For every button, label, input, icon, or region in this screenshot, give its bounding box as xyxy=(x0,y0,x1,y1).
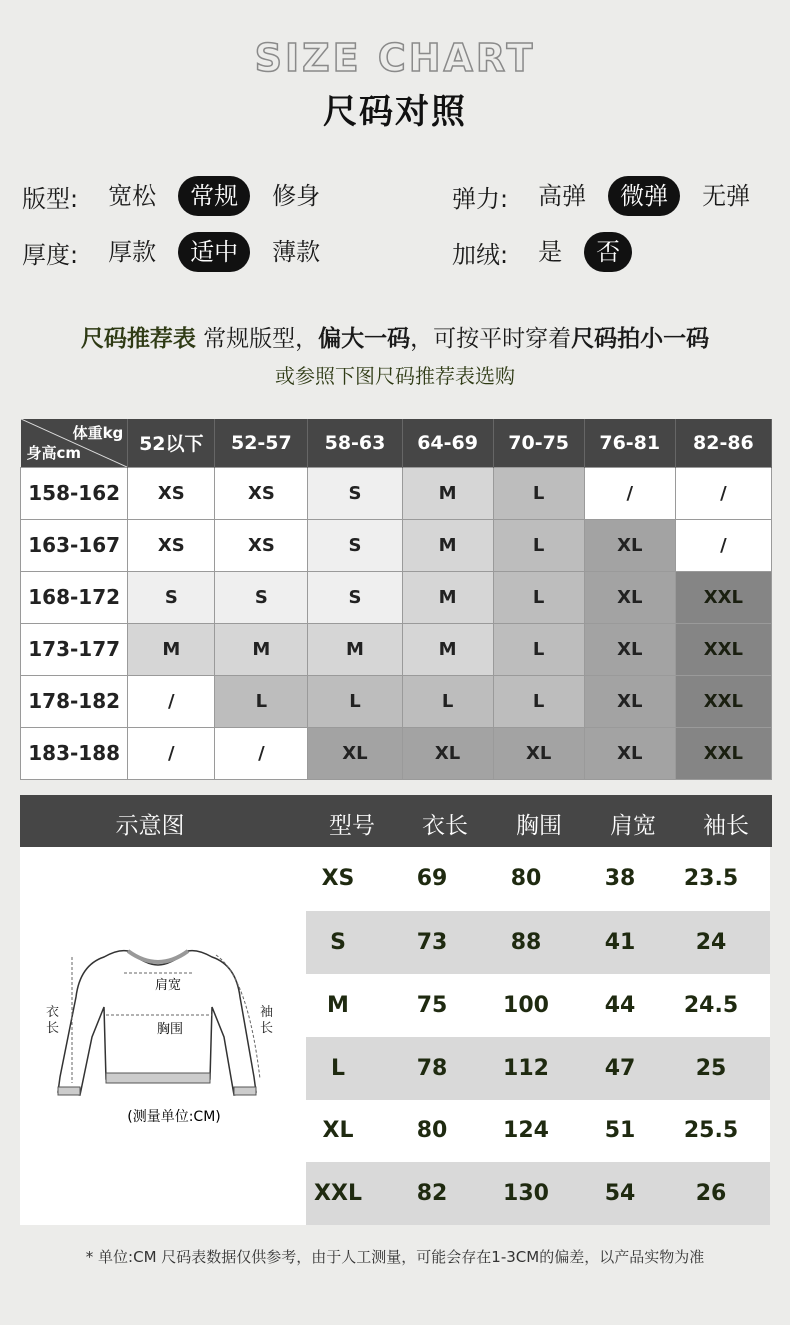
spec-cell: 78 xyxy=(416,1056,448,1081)
spec-cell: 112 xyxy=(503,1056,549,1081)
size-table-body xyxy=(21,467,772,779)
spec-cell: 38 xyxy=(604,866,636,891)
size-cell: / xyxy=(584,467,675,519)
size-cell: XL xyxy=(584,571,675,623)
size-cell: M xyxy=(215,623,308,675)
label-length: 衣长 xyxy=(46,1005,60,1036)
size-cell: L xyxy=(402,675,493,727)
size-cell: L xyxy=(493,675,584,727)
corner-height: 身高cm xyxy=(26,443,82,462)
size-cell: / xyxy=(215,727,308,779)
spec-cell: 80 xyxy=(416,1118,448,1143)
weight-header: 52-57 xyxy=(215,419,308,467)
option-value: 否 xyxy=(584,232,632,272)
spec-cell: 41 xyxy=(604,930,636,955)
size-recommend-table xyxy=(20,419,772,780)
option-row xyxy=(22,230,342,274)
size-cell: M xyxy=(402,571,493,623)
size-row xyxy=(21,467,772,519)
spec-cell: 51 xyxy=(604,1118,636,1143)
recommend-text-d: 尺码拍小一码 xyxy=(571,326,710,352)
height-cell: 183-188 xyxy=(21,727,128,779)
spec-row xyxy=(306,1162,770,1225)
option-value: 微弹 xyxy=(608,176,680,216)
spec-cell: 26 xyxy=(695,1181,727,1206)
option-label: 厚度: xyxy=(22,240,79,269)
size-cell: L xyxy=(308,675,402,727)
option-value: 是 xyxy=(538,238,563,266)
spec-cell: 69 xyxy=(416,866,448,891)
spec-cell: S xyxy=(330,930,346,955)
size-row xyxy=(21,675,772,727)
option-value: 薄款 xyxy=(272,238,321,266)
weight-header: 76-81 xyxy=(584,419,675,467)
size-cell: / xyxy=(675,519,771,571)
corner-cell xyxy=(21,419,128,467)
spec-cell: 82 xyxy=(416,1181,448,1206)
size-cell: M xyxy=(402,623,493,675)
spec-cell: XXL xyxy=(314,1181,362,1206)
spec-cell: 124 xyxy=(503,1118,549,1143)
size-cell: XL xyxy=(308,727,402,779)
size-cell: XS xyxy=(128,519,215,571)
spec-row xyxy=(306,974,770,1037)
recommend-text-b: 偏大一码 xyxy=(318,326,411,352)
size-cell: M xyxy=(128,623,215,675)
spec-header: 肩宽 xyxy=(610,813,656,839)
option-value: 无弹 xyxy=(702,182,751,210)
label-sleeve: 袖长 xyxy=(260,1005,274,1036)
size-cell: XL xyxy=(584,519,675,571)
footnote: * 单位:CM 尺码表数据仅供参考，由于人工测量，可能会存在1-3CM的偏差，以产品实物为准 xyxy=(85,1248,705,1266)
weight-header: 64-69 xyxy=(402,419,493,467)
spec-cell: 130 xyxy=(503,1181,549,1206)
recommend-line-1 xyxy=(0,320,790,353)
spec-cell: 25.5 xyxy=(683,1118,739,1143)
size-cell: M xyxy=(308,623,402,675)
spec-row xyxy=(306,1100,770,1162)
sweater-diagram xyxy=(20,847,306,1225)
size-cell: S xyxy=(308,571,402,623)
spec-cell: M xyxy=(327,993,349,1018)
size-cell: M xyxy=(402,519,493,571)
size-table-header xyxy=(21,419,772,467)
spec-cell: 44 xyxy=(604,993,636,1018)
size-cell: L xyxy=(493,623,584,675)
recommend-line-2: 或参照下图尺码推荐表选购 xyxy=(275,364,515,388)
option-label: 加绒: xyxy=(452,240,509,269)
height-cell: 158-162 xyxy=(21,467,128,519)
size-cell: XL xyxy=(493,727,584,779)
size-cell: XL xyxy=(584,675,675,727)
spec-cell: 100 xyxy=(503,993,549,1018)
size-cell: XS xyxy=(215,467,308,519)
size-cell: S xyxy=(308,467,402,519)
recommend-text-c: ，可按平时穿着 xyxy=(410,326,572,352)
height-cell: 178-182 xyxy=(21,675,128,727)
spec-row xyxy=(306,1037,770,1100)
corner-weight: 体重kg xyxy=(72,424,124,442)
recommend-heading: 尺码推荐表 xyxy=(80,326,196,352)
option-value: 厚款 xyxy=(108,238,157,266)
height-cell: 168-172 xyxy=(21,571,128,623)
size-cell: XXL xyxy=(675,727,771,779)
spec-header: 型号 xyxy=(329,813,375,839)
spec-cell: L xyxy=(330,1056,346,1081)
spec-header: 衣长 xyxy=(422,813,468,839)
label-shoulder: 肩宽 xyxy=(154,978,182,993)
size-cell: S xyxy=(128,571,215,623)
size-cell: M xyxy=(402,467,493,519)
spec-row xyxy=(306,847,770,911)
spec-cell: 73 xyxy=(416,930,448,955)
size-cell: L xyxy=(493,467,584,519)
size-cell: XL xyxy=(402,727,493,779)
spec-table-header xyxy=(20,795,772,847)
option-row xyxy=(452,230,642,274)
spec-header: 袖长 xyxy=(703,813,749,839)
option-row xyxy=(452,174,772,218)
spec-header: 胸围 xyxy=(516,813,562,839)
label-chest: 胸围 xyxy=(156,1022,184,1037)
title-cn: 尺码对照 xyxy=(323,92,467,132)
size-cell: / xyxy=(128,727,215,779)
spec-cell: 75 xyxy=(416,993,448,1018)
size-cell: / xyxy=(128,675,215,727)
spec-cell: 88 xyxy=(510,930,542,955)
weight-header: 52以下 xyxy=(128,419,215,467)
size-cell: L xyxy=(493,571,584,623)
weight-header: 82-86 xyxy=(675,419,771,467)
size-cell: L xyxy=(493,519,584,571)
size-cell: / xyxy=(675,467,771,519)
spec-cell: 24 xyxy=(695,930,727,955)
size-cell: XXL xyxy=(675,571,771,623)
spec-cell: 24.5 xyxy=(683,993,739,1018)
option-label: 弹力: xyxy=(452,184,509,213)
option-label: 版型: xyxy=(22,184,79,213)
weight-header: 70-75 xyxy=(493,419,584,467)
spec-cell: 25 xyxy=(695,1056,727,1081)
size-cell: XXL xyxy=(675,675,771,727)
size-row xyxy=(21,727,772,779)
spec-cell: XL xyxy=(322,1118,354,1143)
label-unit: (测量单位:CM) xyxy=(127,1109,221,1125)
weight-header: 58-63 xyxy=(308,419,402,467)
size-cell: S xyxy=(215,571,308,623)
spec-header: 示意图 xyxy=(115,813,185,839)
size-row xyxy=(21,623,772,675)
option-value: 宽松 xyxy=(108,182,157,210)
spec-row xyxy=(306,911,770,974)
option-row xyxy=(22,174,342,218)
height-cell: 163-167 xyxy=(21,519,128,571)
spec-cell: 23.5 xyxy=(683,866,739,891)
option-value: 高弹 xyxy=(538,182,587,210)
size-cell: XS xyxy=(215,519,308,571)
size-cell: XL xyxy=(584,727,675,779)
spec-cell: 47 xyxy=(604,1056,636,1081)
size-row xyxy=(21,571,772,623)
spec-cell: XS xyxy=(321,866,355,891)
size-row xyxy=(21,519,772,571)
option-value: 适中 xyxy=(178,232,250,272)
size-cell: S xyxy=(308,519,402,571)
title-en: SIZE CHART xyxy=(254,36,536,80)
height-cell: 173-177 xyxy=(21,623,128,675)
size-cell: L xyxy=(215,675,308,727)
size-cell: XXL xyxy=(675,623,771,675)
option-value: 常规 xyxy=(178,176,250,216)
size-cell: XL xyxy=(584,623,675,675)
spec-cell: 54 xyxy=(604,1181,636,1206)
size-cell: XS xyxy=(128,467,215,519)
spec-cell: 80 xyxy=(510,866,542,891)
recommend-text-a: 常规版型， xyxy=(203,326,319,352)
option-value: 修身 xyxy=(272,182,321,210)
